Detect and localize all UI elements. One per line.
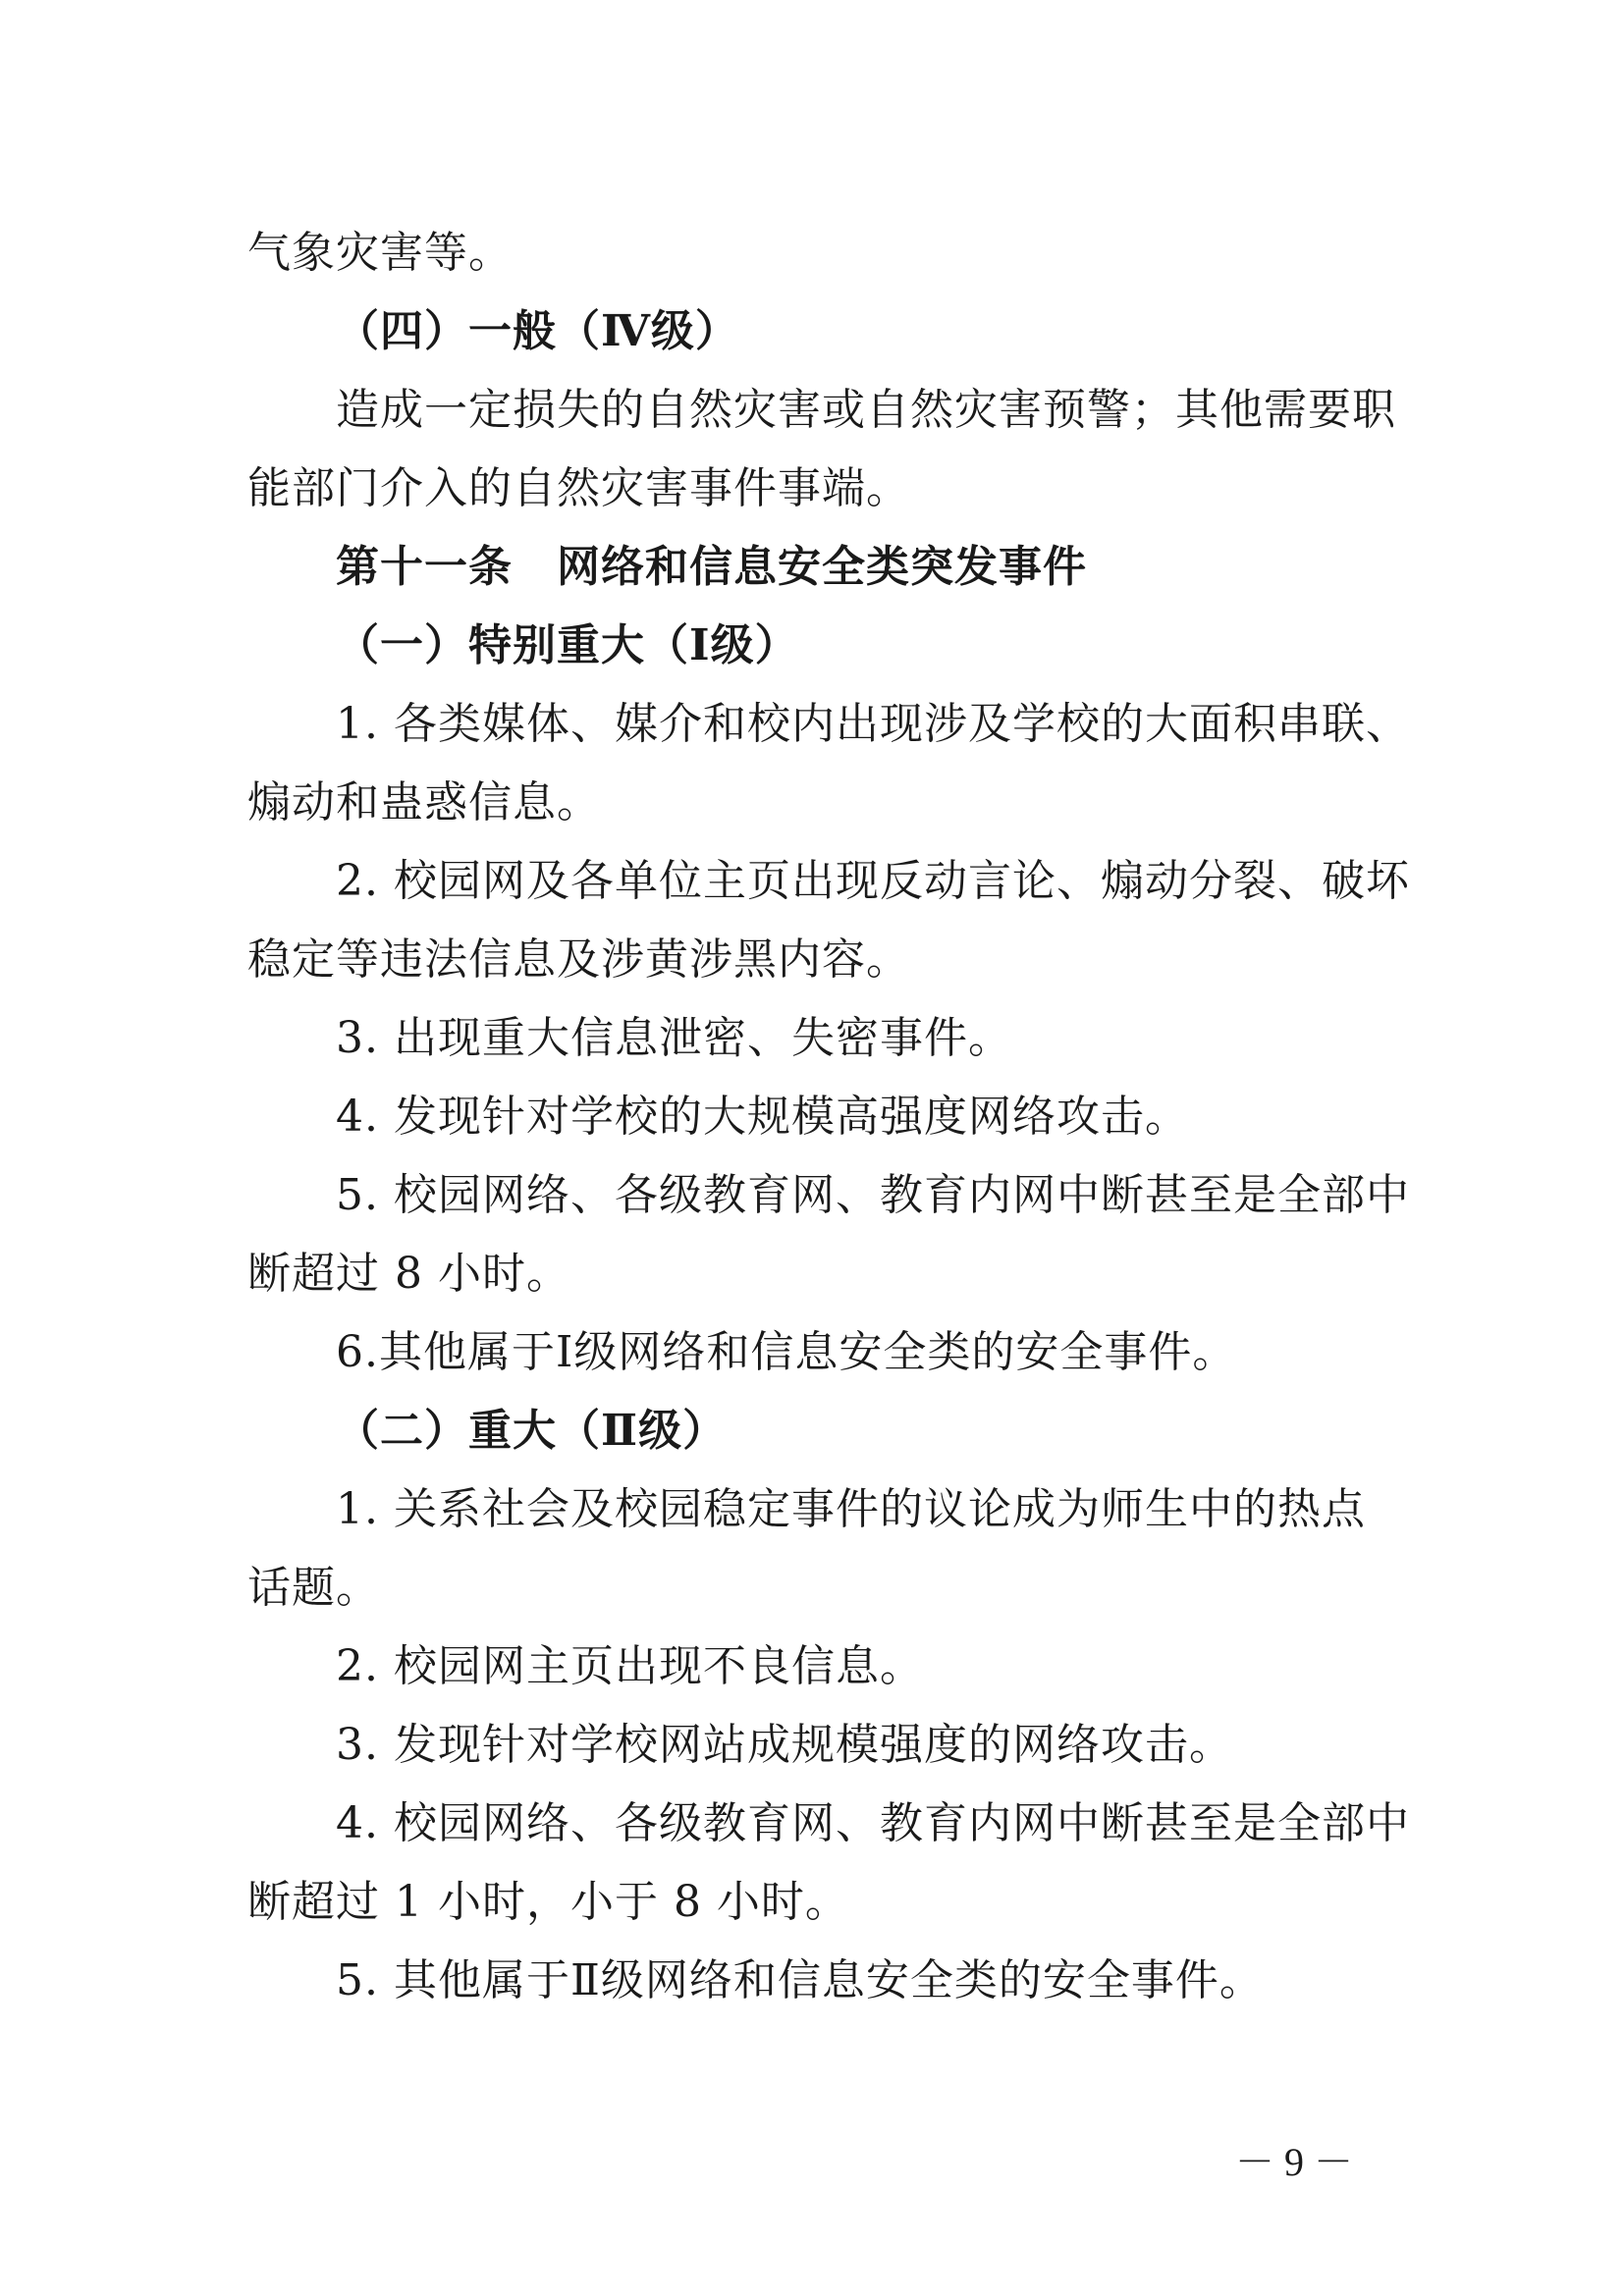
list-item: 4. 校园网络、各级教育网、教育内网中断甚至是全部中 bbox=[336, 1798, 1410, 1848]
heading-level-4: （四）一般（Ⅳ级） bbox=[336, 306, 739, 356]
article-heading: 第十一条 网络和信息安全类突发事件 bbox=[336, 542, 1087, 592]
list-item: 3. 出现重大信息泄密、失密事件。 bbox=[336, 1013, 1012, 1063]
list-item: 2. 校园网及各单位主页出现反动言论、煽动分裂、破坏 bbox=[336, 856, 1410, 906]
text-line-continuation: 气象灾害等。 bbox=[247, 228, 513, 278]
list-item-continuation: 稳定等违法信息及涉黄涉黑内容。 bbox=[247, 934, 910, 985]
list-item-continuation: 断超过 1 小时，小于 8 小时。 bbox=[247, 1877, 849, 1927]
list-item: 5. 校园网络、各级教育网、教育内网中断甚至是全部中 bbox=[336, 1170, 1410, 1220]
list-item-continuation: 煽动和蛊惑信息。 bbox=[247, 777, 601, 828]
list-item-continuation: 断超过 8 小时。 bbox=[247, 1249, 570, 1299]
heading-level-2: （二）重大（Ⅱ级） bbox=[336, 1406, 728, 1456]
paragraph-line: 造成一定损失的自然灾害或自然灾害预警；其他需要职 bbox=[336, 385, 1396, 435]
heading-level-1: （一）特别重大（Ⅰ级） bbox=[336, 620, 799, 670]
list-item: 3. 发现针对学校网站成规模强度的网络攻击。 bbox=[336, 1720, 1233, 1770]
list-item: 6.其他属于Ⅰ级网络和信息安全类的安全事件。 bbox=[336, 1327, 1237, 1377]
list-item-continuation: 话题。 bbox=[247, 1563, 380, 1613]
list-item: 1. 各类媒体、媒介和校内出现涉及学校的大面积串联、 bbox=[336, 699, 1410, 749]
list-item: 4. 发现针对学校的大规模高强度网络攻击。 bbox=[336, 1092, 1189, 1142]
page-number: － 9 － bbox=[1235, 2140, 1353, 2184]
list-item: 1. 关系社会及校园稳定事件的议论成为师生中的热点 bbox=[336, 1484, 1366, 1534]
paragraph-line: 能部门介入的自然灾害事件事端。 bbox=[247, 463, 910, 513]
list-item: 2. 校园网主页出现不良信息。 bbox=[336, 1641, 924, 1691]
list-item: 5. 其他属于Ⅱ级网络和信息安全类的安全事件。 bbox=[336, 1955, 1264, 2005]
